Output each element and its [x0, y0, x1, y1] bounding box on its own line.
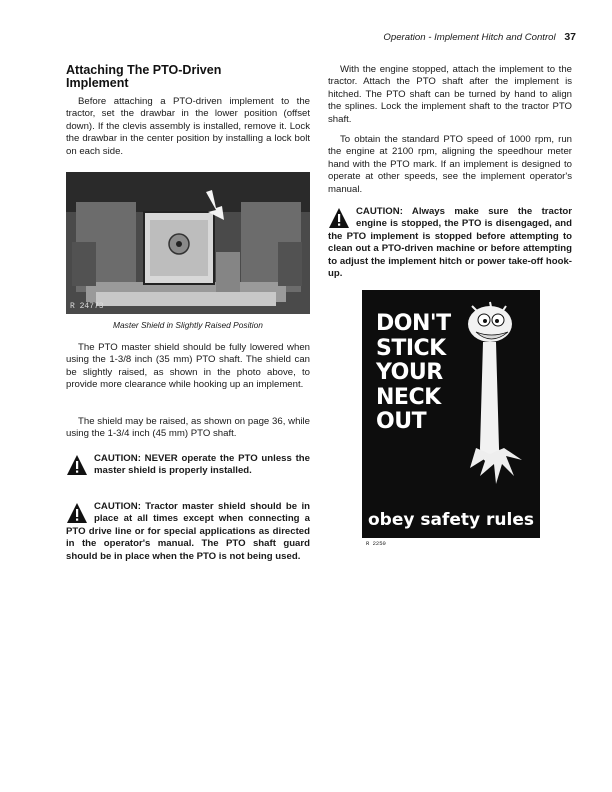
- warning-triangle-icon: [66, 454, 88, 476]
- section-heading: [66, 64, 310, 90]
- poster-line-5: OUT: [376, 409, 427, 434]
- caution-text-1: CAUTION: NEVER operate the PTO unless the master shield is properly installed.: [94, 453, 310, 477]
- intro-paragraph: Before attaching a PTO-driven implement to the tractor, set the drawbar in the lower position (offset down). If the clevis assembly is installed, remove it. Lock the drawbar in the center position by installing a lock bolt on each side.: [66, 96, 310, 157]
- poster-headline: [376, 312, 456, 435]
- caution-box-3: [328, 206, 572, 280]
- safety-poster: [362, 290, 540, 538]
- warning-triangle-icon: [66, 502, 88, 524]
- shield-raise-paragraph: The shield may be raised, as shown on page 36, while using the 1-3/4 inch (45 mm) PTO shaft.: [66, 416, 310, 440]
- tractor-pto-illustration: [66, 172, 310, 314]
- page-number: 37: [564, 31, 576, 43]
- warning-triangle-icon: [328, 207, 350, 229]
- poster-reference: R 2250: [366, 540, 386, 547]
- running-header: [350, 31, 576, 43]
- pto-speed-paragraph: To obtain the standard PTO speed of 1000 rpm, run the engine at 2100 rpm, aligning the speedhour meter hand with the PTO mark. If an implement is designed to operate at other speeds, see the implement operator's manual.: [328, 134, 572, 195]
- poster-line-1: DON'T: [376, 311, 451, 336]
- heading-line-2: Implement: [66, 76, 129, 90]
- caution-text-3: CAUTION: Always make sure the tractor engine is stopped, the PTO is disengaged, and the PTO implement is stopped before attempting to clean out a PTO-driven machine or before attempting to adjust the implement hitch or power take-off hook-up.: [328, 206, 572, 280]
- section-title: Operation - Implement Hitch and Control: [383, 32, 556, 43]
- photo-caption: Master Shield in Slightly Raised Position: [113, 320, 263, 330]
- shield-paragraph: The PTO master shield should be fully lowered when using the 1-3/8 inch (35 mm) PTO shaft. The shield can be slightly raised, as shown in the photo above, to provide more clearance while hooking up an implement.: [66, 342, 310, 391]
- caution-box-2: [66, 501, 310, 563]
- photo-reference: R 24773: [70, 302, 104, 311]
- ostrich-illustration: [450, 298, 536, 508]
- poster-line-4: NECK: [376, 384, 441, 410]
- poster-line-3: YOUR: [376, 360, 443, 385]
- poster-line-2: STICK: [376, 335, 446, 361]
- poster-slogan: obey safety rules: [368, 510, 534, 530]
- caution-box-1: [66, 453, 310, 478]
- master-shield-photo: [66, 172, 310, 314]
- attach-paragraph: With the engine stopped, attach the implement to the tractor. Attach the PTO shaft after the implement is hitched. The PTO shaft can be turned by hand to align the splines. Lock the implement shaft to the tractor PTO shaft.: [328, 64, 572, 125]
- caution-text-2: CAUTION: Tractor master shield should be in place at all times except when connecting a PTO drive line or for special applications as directed in the operator's manual. The PTO shaft guard should be in place when the PTO is not being used.: [66, 501, 310, 562]
- heading-line-1: Attaching The PTO-Driven: [66, 63, 222, 77]
